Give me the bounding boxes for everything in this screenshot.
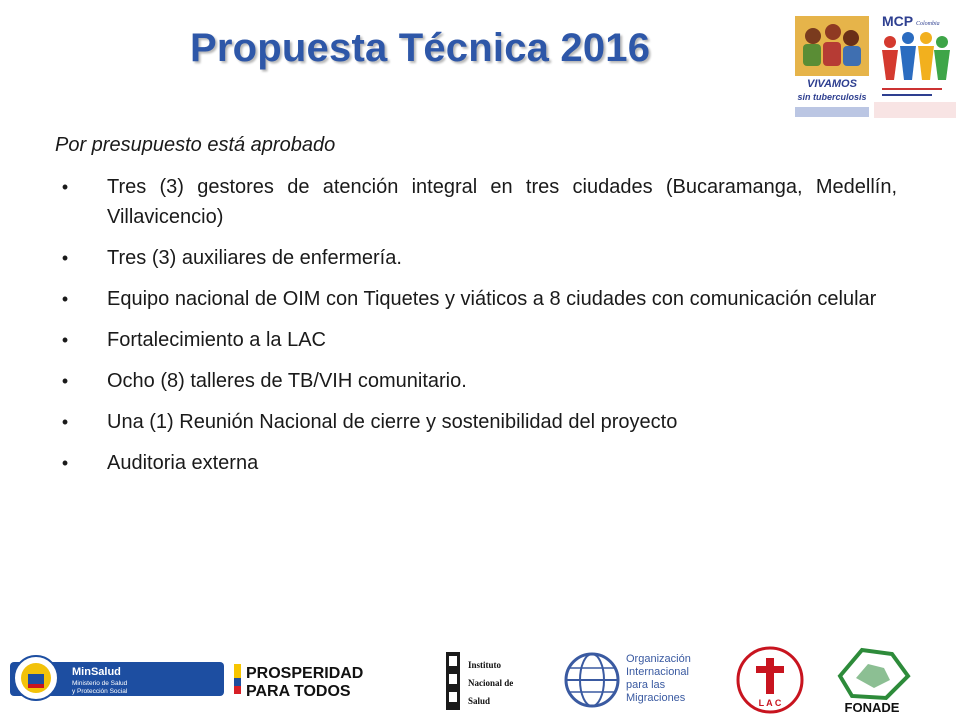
bullet-text: Auditoria externa [107,452,259,474]
ins-line1: Instituto [468,660,502,670]
bullet-dot: • [61,453,69,473]
bullet-dot: • [61,330,69,350]
bullet-text: Equipo nacional de OIM con Tiquetes y viáticos a 8 ciudades con comunicación celular [107,288,877,310]
bullet-list [55,172,897,489]
prosperidad-logo [232,640,422,720]
list-item [55,172,897,232]
prosperidad-line2: PARA TODOS [246,683,351,700]
vivamos-line1: VIVAMOS [807,78,857,90]
oim-logo [560,640,720,720]
lac-text: L A C [758,698,782,708]
ins-logo [440,640,550,720]
list-item [55,366,897,396]
list-item [55,325,897,355]
bullet-dot: • [61,371,69,391]
bullet-text: Ocho (8) talleres de TB/VIH comunitario. [107,370,467,392]
minsalud-logo [10,640,224,720]
bullet-text: Fortalecimiento a la LAC [107,329,326,351]
mcp-logo [872,10,958,120]
list-item [55,448,897,478]
bullet-text: Una (1) Reunión Nacional de cierre y sostenibilidad del proyecto [107,411,678,433]
list-item [55,243,897,273]
bullet-dot: • [61,248,69,268]
mcp-small: Colombia [916,21,940,27]
minsalud-line2: y Protección Social [72,688,128,695]
partner-logo-strip [0,640,960,720]
slide-title: Propuesta Técnica 2016 [190,26,651,70]
lac-logo [730,640,810,720]
mcp-logo-graphic [872,10,958,120]
fonade-logo [822,640,922,720]
mcp-text: MCP [882,13,914,29]
vivamos-line2: sin tuberculosis [797,92,867,102]
minsalud-line1: Ministerio de Salud [72,680,128,687]
fonade-text: FONADE [844,700,900,715]
bullet-dot: • [61,177,69,197]
bullet-text: Tres (3) gestores de atención integral en tres ciudades (Bucaramanga, Medellín, Villavicencio) [107,176,897,228]
oim-line4: Migraciones [626,692,686,704]
bullet-dot: • [61,412,69,432]
oim-line1: Organización [626,653,691,665]
list-item [55,407,897,437]
ins-line2: Nacional de [468,678,514,688]
minsalud-name: MinSalud [72,666,121,678]
bullet-dot: • [61,289,69,309]
slide-subtitle: Por presupuesto está aprobado [55,134,336,156]
prosperidad-line1: PROSPERIDAD [246,665,364,682]
vivamos-logo [793,14,871,118]
ins-line3: Salud [468,696,491,706]
oim-line2: Internacional [626,666,689,678]
vivamos-logo-graphic [793,14,871,118]
list-item [55,284,897,314]
bullet-text: Tres (3) auxiliares de enfermería. [107,247,402,269]
oim-line3: para las [626,679,666,691]
